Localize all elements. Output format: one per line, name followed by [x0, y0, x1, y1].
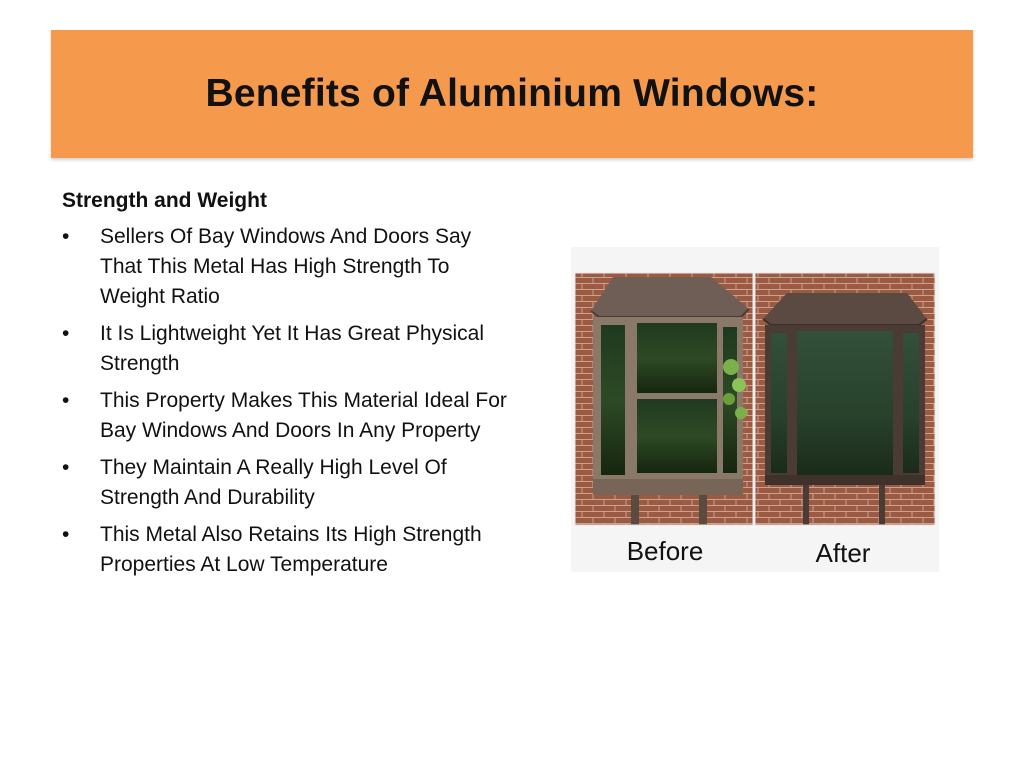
bullet-marker: • [62, 322, 70, 345]
before-caption: Before [626, 536, 704, 566]
bullet-list [62, 222, 512, 580]
bullet-text: This Metal Also Retains Its High Strength Properties At Low Temperature [100, 523, 482, 576]
after-caption: After [815, 538, 871, 568]
slide-title: Benefits of Aluminium Windows: [205, 72, 819, 115]
content-area [62, 186, 512, 587]
bullet-item [62, 319, 512, 379]
bullet-item [62, 520, 512, 580]
title-banner [51, 30, 973, 158]
after-photo [755, 273, 935, 525]
bullet-item [62, 386, 512, 446]
bullet-item [62, 453, 512, 513]
bullet-marker: • [62, 456, 70, 479]
bullet-marker: • [62, 523, 70, 546]
before-photo [575, 273, 753, 525]
bullet-marker: • [62, 225, 70, 248]
bullet-text: It Is Lightweight Yet It Has Great Physical Strength [100, 322, 485, 375]
bullet-text: They Maintain A Really High Level Of Strength And Durability [100, 456, 447, 509]
before-after-photo [571, 247, 939, 572]
bullet-marker: • [62, 389, 70, 412]
bullet-item [62, 222, 512, 312]
bullet-text: This Property Makes This Material Ideal For Bay Windows And Doors In Any Property [100, 389, 507, 442]
bullet-text: Sellers Of Bay Windows And Doors Say That This Metal Has High Strength To Weight Ratio [100, 225, 472, 308]
section-heading: Strength and Weight [62, 189, 267, 212]
